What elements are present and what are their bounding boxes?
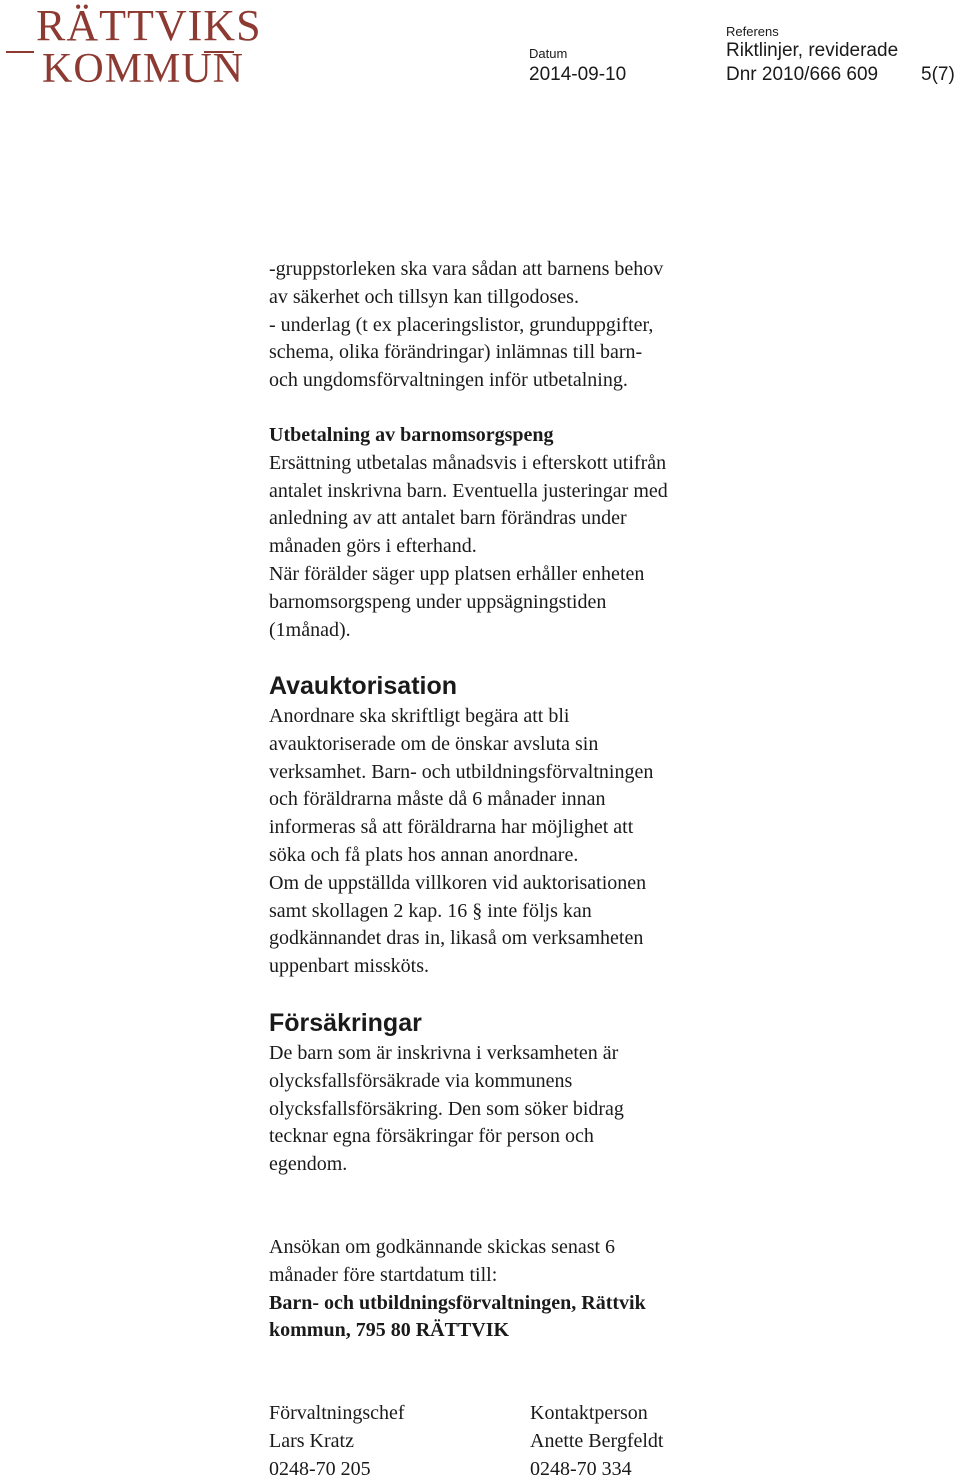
referens-dnr: Dnr 2010/666 609 [726, 64, 879, 85]
forsakringar-heading: Försäkringar [269, 1009, 422, 1037]
ansokan-address-line: Barn- och utbildningsförvaltningen, Rättvik [269, 1291, 646, 1314]
avauktorisation-heading: Avauktorisation [269, 672, 458, 700]
utbetalning-line: antalet inskrivna barn. Eventuella justeringar med [269, 479, 668, 502]
datum-value: 2014-09-10 [529, 64, 627, 85]
forsakringar-line: egendom. [269, 1153, 348, 1176]
signature-phone: 0248-70 334 [530, 1457, 632, 1480]
avauktorisation-line: Om de uppställda villkoren vid auktorisationen [269, 871, 647, 894]
avauktorisation-paragraph [269, 703, 829, 981]
logo-line-1: RÄTTVIKS [36, 1, 262, 50]
avauktorisation-line: avauktoriserade om de önskar avsluta sin [269, 732, 599, 755]
forsakringar-line: olycksfallsförsäkring. Den som söker bidrag [269, 1097, 624, 1120]
intro-line: - underlag (t ex placeringslistor, grunduppgifter, [269, 313, 654, 336]
datum-label: Datum [529, 46, 568, 61]
signature-name: Lars Kratz [269, 1429, 354, 1452]
intro-line: -gruppstorleken ska vara sådan att barnens behov [269, 258, 664, 280]
avauktorisation-line: godkännandet dras in, likaså om verksamheten [269, 927, 644, 950]
avauktorisation-line: söka och få plats hos annan anordnare. [269, 843, 579, 866]
utbetalning-line: anledning av att antalet barn förändras under [269, 507, 627, 530]
avauktorisation-line: uppenbart missköts. [269, 955, 429, 978]
referens-title: Riktlinjer, reviderade [726, 40, 899, 61]
avauktorisation-line: informeras så att föräldrarna har möjlighet att [269, 816, 634, 839]
signature-title: Kontaktperson [530, 1402, 648, 1424]
ansokan-line: månader före startdatum till: [269, 1263, 498, 1286]
avauktorisation-line: verksamhet. Barn- och utbildningsförvaltningen [269, 760, 654, 783]
utbetalning-line: (1månad). [269, 618, 351, 641]
signature-phone: 0248-70 205 [269, 1457, 371, 1480]
signature-right [530, 1400, 663, 1483]
signature-title: Förvaltningschef [269, 1402, 405, 1424]
forsakringar-line: tecknar egna försäkringar för person och [269, 1125, 594, 1148]
intro-line: av säkerhet och tillsyn kan tillgodoses. [269, 285, 579, 308]
utbetalning-line: månaden görs i efterhand. [269, 535, 477, 558]
ansokan-paragraph [269, 1234, 829, 1345]
forsakringar-line: De barn som är inskrivna i verksamheten är [269, 1042, 619, 1064]
intro-line: och ungdomsförvaltningen inför utbetalning. [269, 369, 628, 392]
referens-label: Referens [726, 24, 779, 39]
avauktorisation-line: Anordnare ska skriftligt begära att bli [269, 705, 570, 727]
avauktorisation-line: och föräldrarna måste då 6 månader innan [269, 788, 606, 811]
page-number: 5(7) [921, 64, 955, 85]
signature-name: Anette Bergfeldt [530, 1429, 664, 1452]
utbetalning-line: När förälder säger upp platsen erhåller enheten [269, 562, 645, 585]
utbetalning-heading: Utbetalning av barnomsorgspeng [269, 424, 554, 446]
intro-line: schema, olika förändringar) inlämnas till barn- [269, 341, 643, 364]
utbetalning-section [269, 422, 829, 644]
intro-paragraph [269, 256, 829, 395]
utbetalning-line: barnomsorgspeng under uppsägningstiden [269, 590, 607, 613]
ansokan-line: Ansökan om godkännande skickas senast 6 [269, 1236, 616, 1258]
logo-line-2: KOMMUN [42, 46, 245, 92]
ansokan-address-line: kommun, 795 80 RÄTTVIK [269, 1319, 510, 1342]
forsakringar-paragraph [269, 1040, 829, 1179]
signature-left [269, 1400, 405, 1483]
forsakringar-line: olycksfallsförsäkrade via kommunens [269, 1069, 573, 1092]
municipality-logo [6, 1, 262, 92]
logo-rule-left [6, 51, 34, 53]
utbetalning-line: Ersättning utbetalas månadsvis i efterskott utifrån [269, 451, 667, 474]
avauktorisation-line: samt skollagen 2 kap. 16 § inte följs kan [269, 899, 592, 922]
